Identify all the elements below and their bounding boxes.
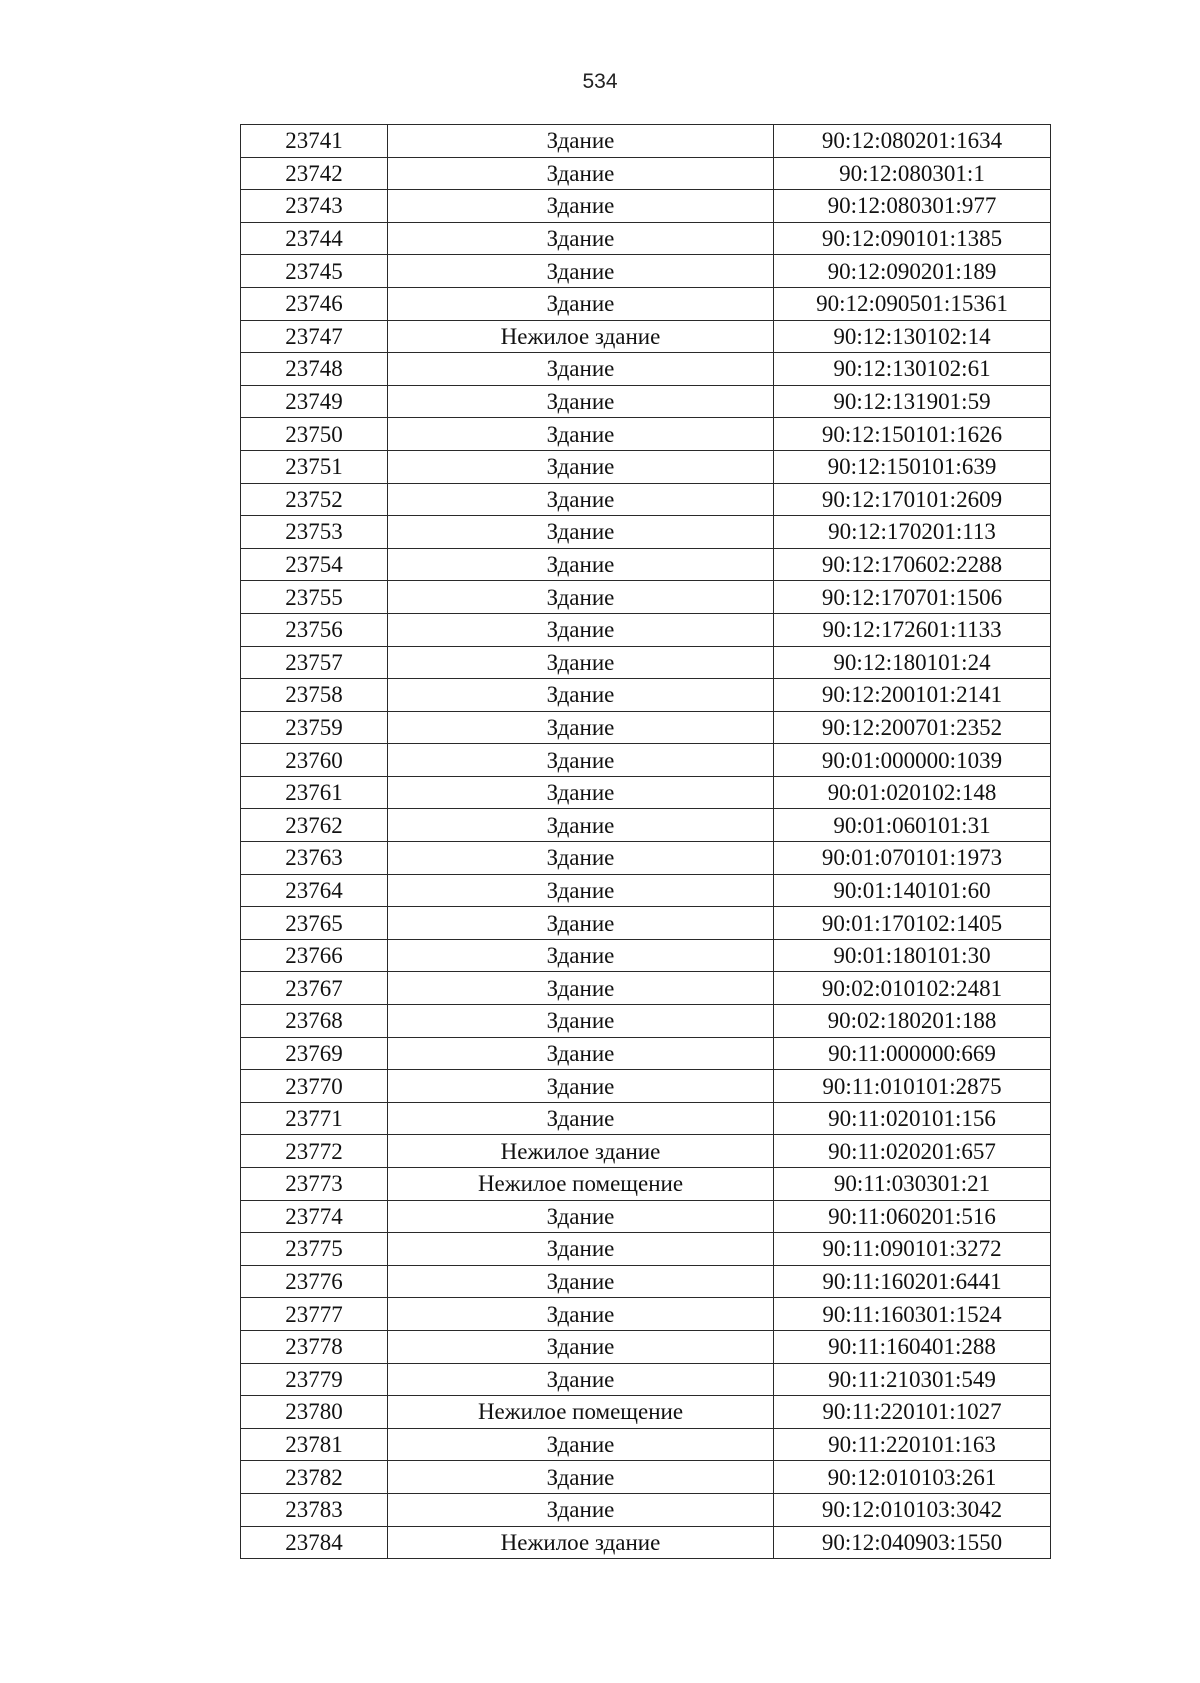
object-type-cell: Здание bbox=[388, 125, 774, 158]
row-number-cell: 23782 bbox=[241, 1461, 388, 1494]
table-row bbox=[241, 450, 1051, 483]
cadastral-number-cell: 90:11:210301:549 bbox=[774, 1363, 1051, 1396]
cadastral-number-cell: 90:12:150101:1626 bbox=[774, 418, 1051, 451]
row-number-cell: 23775 bbox=[241, 1233, 388, 1266]
cadastral-number-cell: 90:12:170602:2288 bbox=[774, 548, 1051, 581]
object-type-cell: Здание bbox=[388, 222, 774, 255]
row-number-cell: 23777 bbox=[241, 1298, 388, 1331]
cadastral-number-cell: 90:11:000000:669 bbox=[774, 1037, 1051, 1070]
table-row bbox=[241, 255, 1051, 288]
row-number-cell: 23742 bbox=[241, 157, 388, 190]
table-row bbox=[241, 548, 1051, 581]
table-row bbox=[241, 613, 1051, 646]
cadastral-number-cell: 90:11:220101:163 bbox=[774, 1428, 1051, 1461]
table-row bbox=[241, 1526, 1051, 1559]
object-type-cell: Здание bbox=[388, 1102, 774, 1135]
table-row bbox=[241, 679, 1051, 712]
object-type-cell: Здание bbox=[388, 679, 774, 712]
object-type-cell: Здание bbox=[388, 1200, 774, 1233]
table-row bbox=[241, 385, 1051, 418]
row-number-cell: 23778 bbox=[241, 1330, 388, 1363]
object-type-cell: Здание bbox=[388, 1005, 774, 1038]
object-type-cell: Здание bbox=[388, 874, 774, 907]
row-number-cell: 23748 bbox=[241, 353, 388, 386]
cadastral-number-cell: 90:01:170102:1405 bbox=[774, 907, 1051, 940]
row-number-cell: 23761 bbox=[241, 776, 388, 809]
row-number-cell: 23765 bbox=[241, 907, 388, 940]
cadastral-number-cell: 90:11:060201:516 bbox=[774, 1200, 1051, 1233]
object-type-cell: Здание bbox=[388, 516, 774, 549]
cadastral-number-cell: 90:12:090501:15361 bbox=[774, 287, 1051, 320]
object-type-cell: Здание bbox=[388, 842, 774, 875]
row-number-cell: 23769 bbox=[241, 1037, 388, 1070]
table-row bbox=[241, 907, 1051, 940]
table-row bbox=[241, 972, 1051, 1005]
cadastral-number-cell: 90:01:180101:30 bbox=[774, 939, 1051, 972]
cadastral-number-cell: 90:01:060101:31 bbox=[774, 809, 1051, 842]
table-row bbox=[241, 483, 1051, 516]
table-row bbox=[241, 1200, 1051, 1233]
object-type-cell: Здание bbox=[388, 287, 774, 320]
table-row bbox=[241, 1493, 1051, 1526]
table-row bbox=[241, 516, 1051, 549]
object-type-cell: Нежилое помещение bbox=[388, 1168, 774, 1201]
table-row bbox=[241, 711, 1051, 744]
cadastral-number-cell: 90:11:160401:288 bbox=[774, 1330, 1051, 1363]
cadastral-number-cell: 90:12:170101:2609 bbox=[774, 483, 1051, 516]
cadastral-number-cell: 90:11:160301:1524 bbox=[774, 1298, 1051, 1331]
cadastral-number-cell: 90:12:170201:113 bbox=[774, 516, 1051, 549]
row-number-cell: 23764 bbox=[241, 874, 388, 907]
table-row bbox=[241, 1363, 1051, 1396]
table-row bbox=[241, 744, 1051, 777]
cadastral-number-cell: 90:12:040903:1550 bbox=[774, 1526, 1051, 1559]
table-row bbox=[241, 287, 1051, 320]
object-type-cell: Здание bbox=[388, 1265, 774, 1298]
row-number-cell: 23755 bbox=[241, 581, 388, 614]
table-row bbox=[241, 581, 1051, 614]
object-type-cell: Здание bbox=[388, 1330, 774, 1363]
cadastral-number-cell: 90:12:080201:1634 bbox=[774, 125, 1051, 158]
cadastral-number-cell: 90:11:220101:1027 bbox=[774, 1396, 1051, 1429]
row-number-cell: 23768 bbox=[241, 1005, 388, 1038]
object-type-cell: Здание bbox=[388, 1428, 774, 1461]
table-row bbox=[241, 1330, 1051, 1363]
object-type-cell: Здание bbox=[388, 939, 774, 972]
table-row bbox=[241, 1265, 1051, 1298]
cadastral-number-cell: 90:02:010102:2481 bbox=[774, 972, 1051, 1005]
table-row bbox=[241, 646, 1051, 679]
object-type-cell: Здание bbox=[388, 907, 774, 940]
object-type-cell: Здание bbox=[388, 613, 774, 646]
row-number-cell: 23774 bbox=[241, 1200, 388, 1233]
object-type-cell: Здание bbox=[388, 1070, 774, 1103]
row-number-cell: 23773 bbox=[241, 1168, 388, 1201]
row-number-cell: 23758 bbox=[241, 679, 388, 712]
object-type-cell: Здание bbox=[388, 1461, 774, 1494]
table-row bbox=[241, 776, 1051, 809]
cadastral-number-cell: 90:12:010103:3042 bbox=[774, 1493, 1051, 1526]
row-number-cell: 23766 bbox=[241, 939, 388, 972]
cadastral-number-cell: 90:01:070101:1973 bbox=[774, 842, 1051, 875]
table-row bbox=[241, 1428, 1051, 1461]
object-type-cell: Здание bbox=[388, 744, 774, 777]
cadastral-number-cell: 90:12:150101:639 bbox=[774, 450, 1051, 483]
row-number-cell: 23757 bbox=[241, 646, 388, 679]
row-number-cell: 23743 bbox=[241, 190, 388, 223]
cadastral-number-cell: 90:11:160201:6441 bbox=[774, 1265, 1051, 1298]
cadastral-number-cell: 90:12:172601:1133 bbox=[774, 613, 1051, 646]
table-row bbox=[241, 125, 1051, 158]
row-number-cell: 23781 bbox=[241, 1428, 388, 1461]
row-number-cell: 23759 bbox=[241, 711, 388, 744]
row-number-cell: 23767 bbox=[241, 972, 388, 1005]
object-type-cell: Здание bbox=[388, 1037, 774, 1070]
row-number-cell: 23784 bbox=[241, 1526, 388, 1559]
cadastral-number-cell: 90:11:030301:21 bbox=[774, 1168, 1051, 1201]
table-row bbox=[241, 1461, 1051, 1494]
object-type-cell: Здание bbox=[388, 581, 774, 614]
table-row bbox=[241, 320, 1051, 353]
row-number-cell: 23780 bbox=[241, 1396, 388, 1429]
object-type-cell: Здание bbox=[388, 1233, 774, 1266]
object-type-cell: Здание bbox=[388, 385, 774, 418]
cadastral-number-cell: 90:12:131901:59 bbox=[774, 385, 1051, 418]
row-number-cell: 23756 bbox=[241, 613, 388, 646]
table-row bbox=[241, 809, 1051, 842]
cadastral-number-cell: 90:12:010103:261 bbox=[774, 1461, 1051, 1494]
table-row bbox=[241, 190, 1051, 223]
object-type-cell: Здание bbox=[388, 483, 774, 516]
row-number-cell: 23741 bbox=[241, 125, 388, 158]
row-number-cell: 23762 bbox=[241, 809, 388, 842]
cadastral-number-cell: 90:12:180101:24 bbox=[774, 646, 1051, 679]
object-type-cell: Здание bbox=[388, 1298, 774, 1331]
object-type-cell: Здание bbox=[388, 255, 774, 288]
table-row bbox=[241, 1168, 1051, 1201]
object-type-cell: Здание bbox=[388, 776, 774, 809]
object-type-cell: Здание bbox=[388, 353, 774, 386]
object-type-cell: Здание bbox=[388, 809, 774, 842]
table-row bbox=[241, 842, 1051, 875]
cadastral-number-cell: 90:12:200101:2141 bbox=[774, 679, 1051, 712]
row-number-cell: 23772 bbox=[241, 1135, 388, 1168]
table-body bbox=[241, 125, 1051, 1559]
object-type-cell: Нежилое здание bbox=[388, 320, 774, 353]
row-number-cell: 23749 bbox=[241, 385, 388, 418]
cadastral-number-cell: 90:12:130102:14 bbox=[774, 320, 1051, 353]
table-row bbox=[241, 1070, 1051, 1103]
table-row bbox=[241, 157, 1051, 190]
cadastral-number-cell: 90:12:130102:61 bbox=[774, 353, 1051, 386]
object-type-cell: Здание bbox=[388, 548, 774, 581]
row-number-cell: 23747 bbox=[241, 320, 388, 353]
cadastral-number-cell: 90:01:020102:148 bbox=[774, 776, 1051, 809]
table-row bbox=[241, 1396, 1051, 1429]
object-type-cell: Нежилое помещение bbox=[388, 1396, 774, 1429]
cadastral-number-cell: 90:02:180201:188 bbox=[774, 1005, 1051, 1038]
object-type-cell: Здание bbox=[388, 190, 774, 223]
table-row bbox=[241, 1135, 1051, 1168]
object-type-cell: Здание bbox=[388, 1363, 774, 1396]
table-row bbox=[241, 353, 1051, 386]
object-type-cell: Здание bbox=[388, 1493, 774, 1526]
table-row bbox=[241, 222, 1051, 255]
cadastral-number-cell: 90:11:010101:2875 bbox=[774, 1070, 1051, 1103]
row-number-cell: 23752 bbox=[241, 483, 388, 516]
cadastral-number-cell: 90:12:170701:1506 bbox=[774, 581, 1051, 614]
table-row bbox=[241, 1037, 1051, 1070]
object-type-cell: Нежилое здание bbox=[388, 1526, 774, 1559]
row-number-cell: 23771 bbox=[241, 1102, 388, 1135]
object-type-cell: Здание bbox=[388, 711, 774, 744]
row-number-cell: 23783 bbox=[241, 1493, 388, 1526]
table-row bbox=[241, 418, 1051, 451]
row-number-cell: 23745 bbox=[241, 255, 388, 288]
table-row bbox=[241, 1298, 1051, 1331]
cadastral-number-cell: 90:12:090201:189 bbox=[774, 255, 1051, 288]
object-type-cell: Здание bbox=[388, 972, 774, 1005]
cadastral-number-cell: 90:12:080301:977 bbox=[774, 190, 1051, 223]
row-number-cell: 23744 bbox=[241, 222, 388, 255]
table-row bbox=[241, 1102, 1051, 1135]
row-number-cell: 23754 bbox=[241, 548, 388, 581]
row-number-cell: 23760 bbox=[241, 744, 388, 777]
cadastral-number-cell: 90:12:200701:2352 bbox=[774, 711, 1051, 744]
table-row bbox=[241, 939, 1051, 972]
row-number-cell: 23779 bbox=[241, 1363, 388, 1396]
cadastral-number-cell: 90:01:000000:1039 bbox=[774, 744, 1051, 777]
property-registry-table bbox=[240, 124, 1051, 1559]
cadastral-number-cell: 90:11:020201:657 bbox=[774, 1135, 1051, 1168]
object-type-cell: Здание bbox=[388, 418, 774, 451]
table-row bbox=[241, 1005, 1051, 1038]
cadastral-number-cell: 90:11:020101:156 bbox=[774, 1102, 1051, 1135]
cadastral-number-cell: 90:11:090101:3272 bbox=[774, 1233, 1051, 1266]
row-number-cell: 23770 bbox=[241, 1070, 388, 1103]
row-number-cell: 23763 bbox=[241, 842, 388, 875]
table-row bbox=[241, 874, 1051, 907]
row-number-cell: 23751 bbox=[241, 450, 388, 483]
table-row bbox=[241, 1233, 1051, 1266]
row-number-cell: 23776 bbox=[241, 1265, 388, 1298]
object-type-cell: Здание bbox=[388, 450, 774, 483]
page-number: 534 bbox=[582, 70, 618, 93]
row-number-cell: 23746 bbox=[241, 287, 388, 320]
object-type-cell: Нежилое здание bbox=[388, 1135, 774, 1168]
object-type-cell: Здание bbox=[388, 646, 774, 679]
cadastral-number-cell: 90:01:140101:60 bbox=[774, 874, 1051, 907]
object-type-cell: Здание bbox=[388, 157, 774, 190]
cadastral-number-cell: 90:12:080301:1 bbox=[774, 157, 1051, 190]
row-number-cell: 23750 bbox=[241, 418, 388, 451]
cadastral-number-cell: 90:12:090101:1385 bbox=[774, 222, 1051, 255]
row-number-cell: 23753 bbox=[241, 516, 388, 549]
